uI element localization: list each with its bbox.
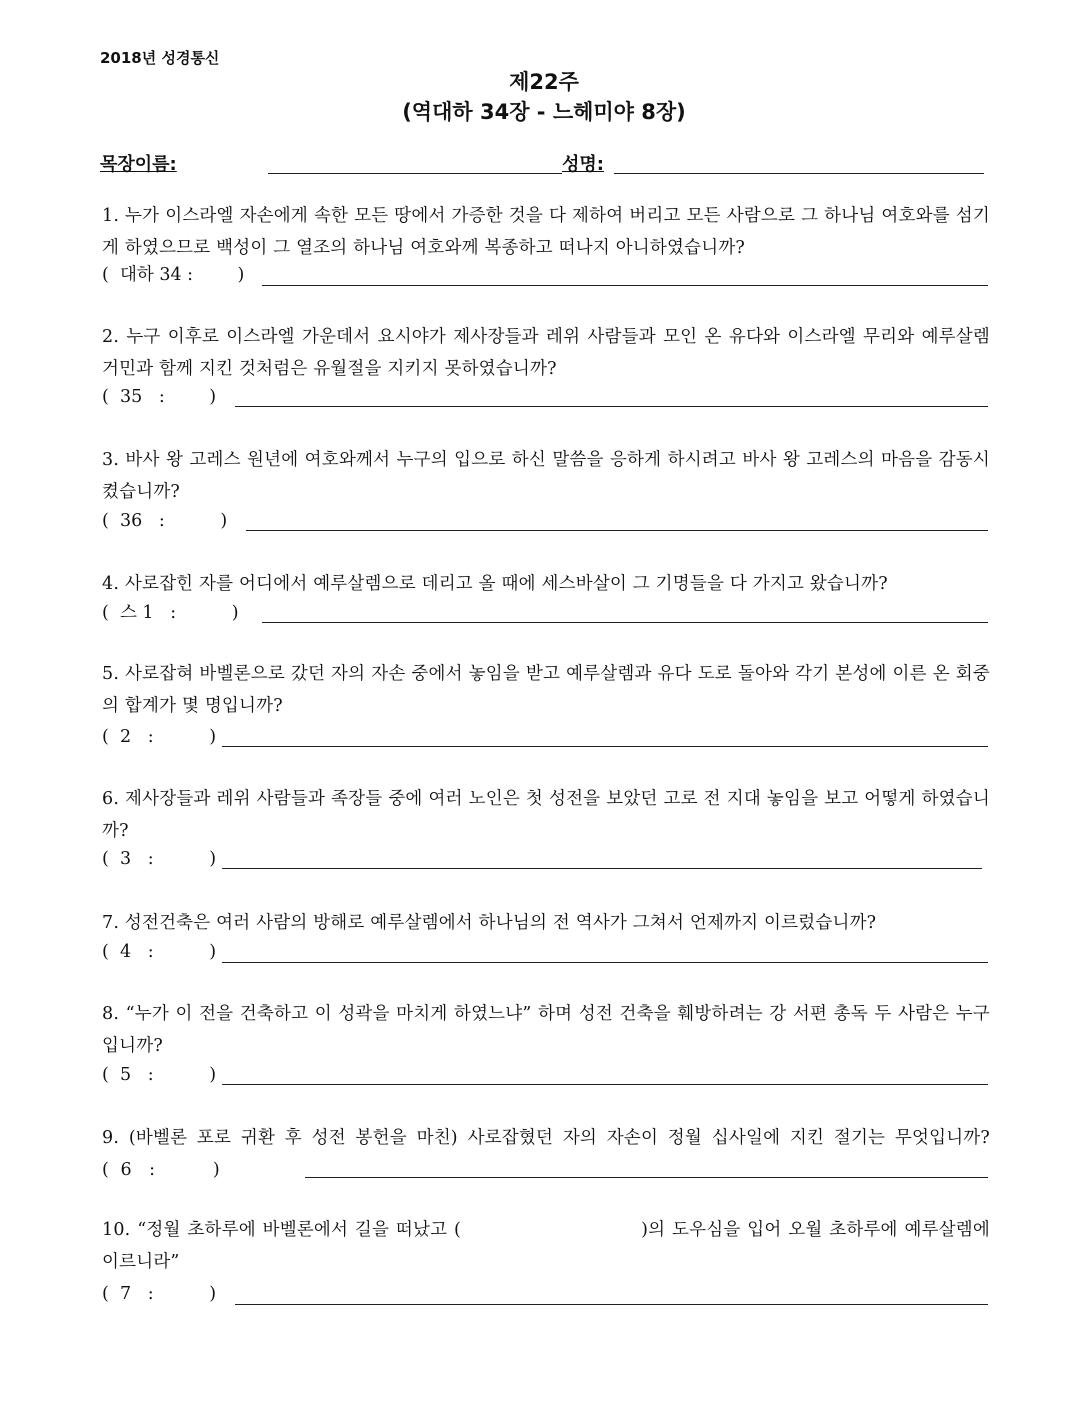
name-line[interactable] [614,173,984,174]
answer-line-9[interactable] [305,1177,988,1178]
question-2: 2. 누구 이후로 이스라엘 가운데서 요시야가 제사장들과 레위 사람들과 모인 온 유다와 이스라엘 무리와 예루살렘 거민과 함께 지킨 것처럼은 유월절을 지키지 못하였습니까? [102,327,990,379]
question-3: 3. 바사 왕 고레스 원년에 여호와께서 누구의 입으로 하신 말씀을 응하게 하시려고 바사 왕 고레스의 마음을 감동시켰습니까? [102,450,990,502]
series-title: 2018년 성경통신 [100,49,220,67]
answer-ref-8: ( 5 : ) [102,1065,217,1085]
parish-name-line[interactable] [268,173,562,174]
question-10 [102,1214,990,1278]
question-10-text-a: 10. “정월 초하루에 바벨론에서 길을 떠났고 ( [102,1220,462,1240]
answer-line-2[interactable] [235,406,988,407]
question-4: 4. 사로잡힌 자를 어디에서 예루살렘으로 데리고 올 때에 세스바살이 그 기명들을 다 가지고 왔습니까? [102,574,888,594]
answer-line-8[interactable] [222,1084,988,1085]
question-7: 7. 성전건축은 여러 사람의 방해로 예루살렘에서 하나님의 전 역사가 그쳐서 언제까지 이르렀습니까? [102,913,877,933]
answer-line-7[interactable] [222,962,988,963]
question-10-text-b: )의 도우심을 입어 오월 초하루에 예루살렘에 이르니라” [102,1220,990,1272]
answer-ref-6: ( 3 : ) [102,849,217,869]
answer-ref-9: ( 6 : ) [102,1160,220,1180]
answer-ref-10: ( 7 : ) [102,1284,217,1304]
chapter-range: (역대하 34장 - 느헤미야 8장) [402,100,686,124]
answer-line-5[interactable] [222,746,988,747]
answer-line-10[interactable] [235,1304,988,1305]
answer-ref-3: ( 36 : ) [102,511,228,531]
parish-name-label: 목장이름: [100,154,177,175]
answer-ref-4: ( 스 1 : ) [102,603,239,623]
answer-line-4[interactable] [262,622,988,623]
answer-ref-7: ( 4 : ) [102,942,217,962]
answer-ref-2: ( 35 : ) [102,387,217,407]
answer-line-3[interactable] [246,530,988,531]
name-label: 성명: [562,154,604,175]
question-9-text: 9. (바벨론 포로 귀환 후 성전 봉헌을 마친) 사로잡혔던 자의 자손이 정월 십사일에 지킨 절기는 무엇입니까? [102,1128,990,1148]
answer-line-1[interactable] [262,285,988,286]
answer-ref-5: ( 2 : ) [102,727,217,747]
question-1: 1. 누가 이스라엘 자손에게 속한 모든 땅에서 가증한 것을 다 제하여 버리고 모든 사람으로 그 하나님 여호와를 섬기게 하였으므로 백성이 그 열조의 하나님 여호와께 복종하고 떠나지 아니하였습니까? [102,206,990,258]
answer-line-6[interactable] [222,868,982,869]
question-5: 5. 사로잡혀 바벨론으로 갔던 자의 자손 중에서 놓임을 받고 예루살렘과 유다 도로 돌아와 각기 본성에 이른 온 회중의 합계가 몇 명입니까? [102,664,990,716]
question-6: 6. 제사장들과 레위 사람들과 족장들 중에 여러 노인은 첫 성전을 보았던 고로 전 지대 놓임을 보고 어떻게 하였습니까? [102,789,990,841]
week-title: 제22주 [509,70,579,94]
question-8: 8. “누가 이 전을 건축하고 이 성곽을 마치게 하였느냐” 하며 성전 건축을 훼방하려는 강 서편 총독 두 사람은 누구입니까? [102,1004,990,1056]
answer-ref-1: ( 대하 34 : ) [102,265,245,285]
